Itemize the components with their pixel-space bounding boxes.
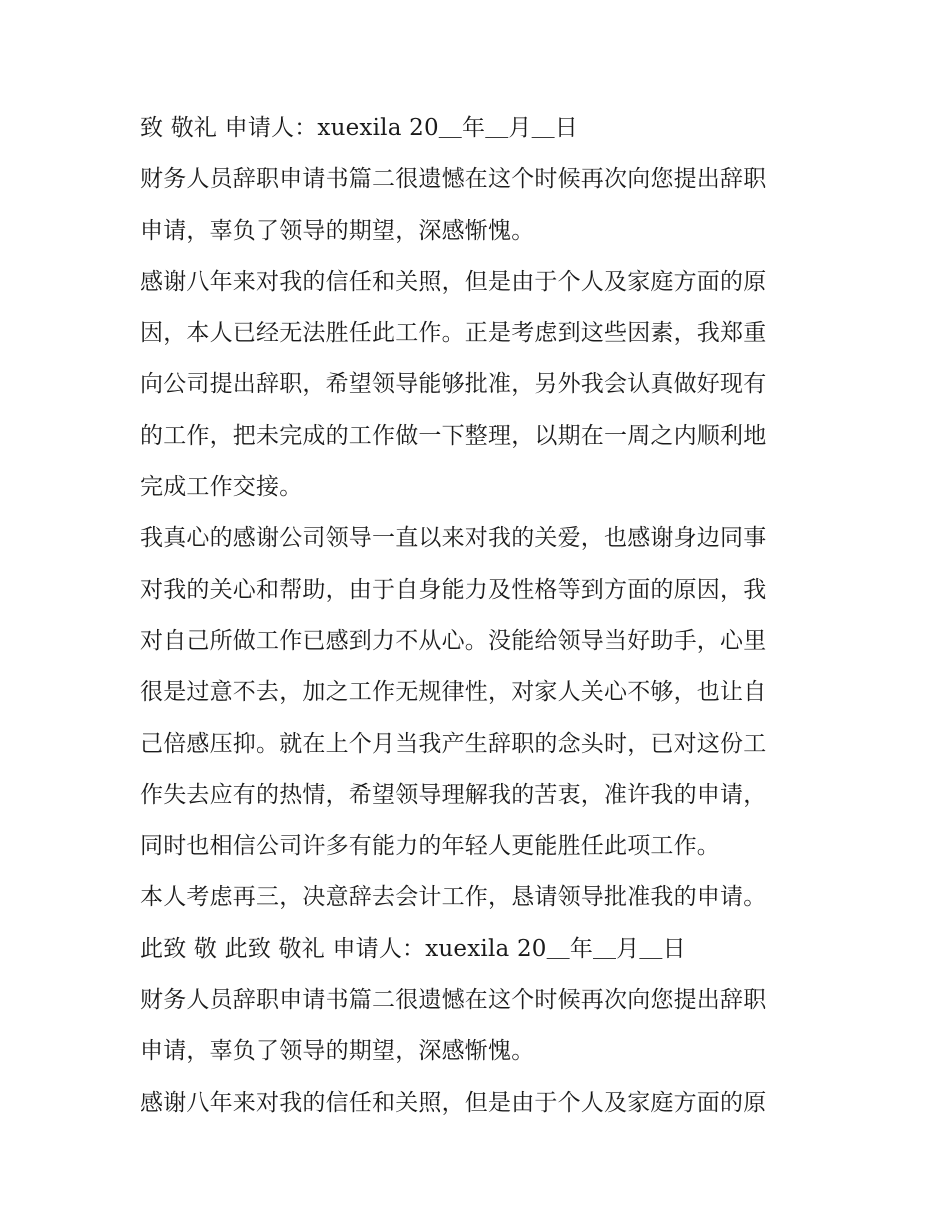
reason-paragraph bbox=[140, 1078, 820, 1129]
text-line: 很是过意不去，加之工作无规律性，对家人关心不够，也让自 bbox=[140, 679, 767, 706]
opening-paragraph bbox=[140, 975, 820, 1078]
text-line: 感谢八年来对我的信任和关照，但是由于个人及家庭方面的原 bbox=[140, 268, 767, 295]
text-line: 申请，辜负了领导的期望，深感惭愧。 bbox=[140, 217, 535, 244]
text-line: 财务人员辞职申请书篇二很遗憾在这个时候再次向您提出辞职 bbox=[140, 987, 767, 1014]
text-line: 申请，辜负了领导的期望，深感惭愧。 bbox=[140, 1038, 535, 1065]
text-line: 感谢八年来对我的信任和关照，但是由于个人及家庭方面的原 bbox=[140, 1089, 767, 1116]
text-line: 己倍感压抑。就在上个月当我产生辞职的念头时，已对这份工 bbox=[140, 730, 767, 757]
text-line: 财务人员辞职申请书篇二很遗憾在这个时候再次向您提出辞职 bbox=[140, 166, 767, 193]
text-line: 的工作，把未完成的工作做一下整理，以期在一周之内顺利地 bbox=[140, 422, 767, 449]
text-line: 对自己所做工作已感到力不从心。没能给领导当好助手，心里 bbox=[140, 627, 767, 654]
reason-paragraph bbox=[140, 257, 820, 513]
text-line: 致 敬礼 申请人：xuexila 20＿年＿月＿日 bbox=[140, 115, 578, 141]
text-line: 作失去应有的热情，希望领导理解我的苦衷，准许我的申请， bbox=[140, 781, 767, 808]
opening-paragraph bbox=[140, 154, 820, 257]
text-line: 因，本人已经无法胜任此工作。正是考虑到这些因素，我郑重 bbox=[140, 320, 767, 347]
decision-paragraph bbox=[140, 872, 820, 923]
text-line: 完成工作交接。 bbox=[140, 474, 303, 501]
gratitude-paragraph bbox=[140, 513, 820, 872]
text-line: 向公司提出辞职，希望领导能够批准，另外我会认真做好现有 bbox=[140, 371, 767, 398]
text-line: 同时也相信公司许多有能力的年轻人更能胜任此项工作。 bbox=[140, 833, 720, 860]
text-line: 我真心的感谢公司领导一直以来对我的关爱，也感谢身边同事 bbox=[140, 525, 767, 552]
text-line: 此致 敬 此致 敬礼 申请人：xuexila 20＿年＿月＿日 bbox=[140, 935, 686, 962]
text-line: 对我的关心和帮助，由于自身能力及性格等到方面的原因，我 bbox=[140, 576, 767, 603]
closing-signature-paragraph bbox=[140, 103, 820, 154]
document-body bbox=[140, 103, 820, 1129]
text-line: 本人考虑再三，决意辞去会计工作，恳请领导批准我的申请。 bbox=[140, 884, 767, 911]
closing-signature-paragraph bbox=[140, 924, 820, 975]
